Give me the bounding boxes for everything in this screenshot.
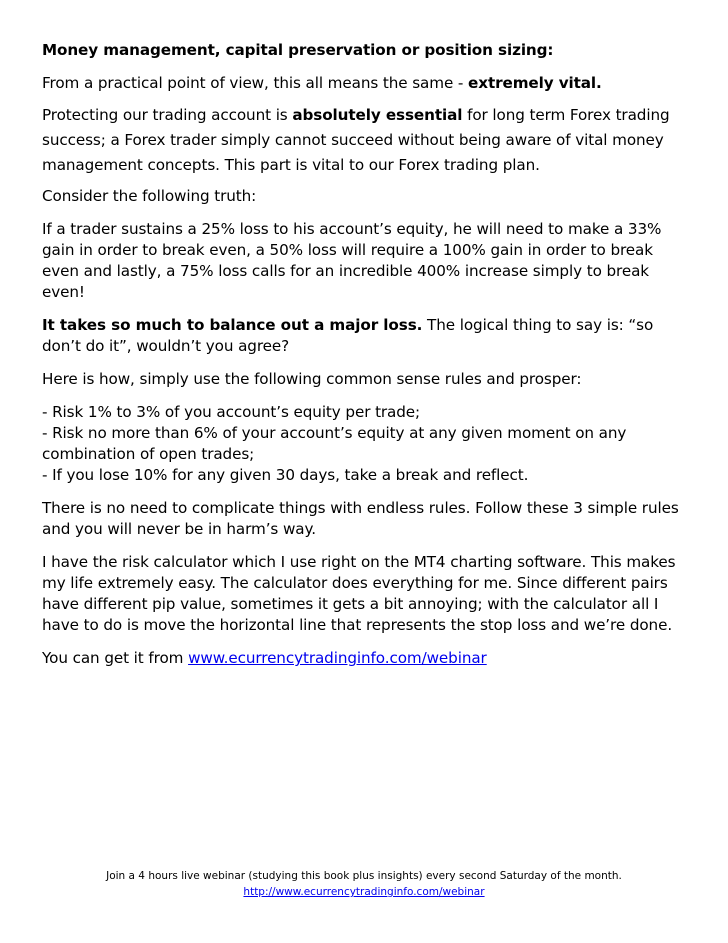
rule-item: - Risk no more than 6% of your account’s equity at any given moment on any combination of open trades; (42, 424, 627, 463)
consider-paragraph: Consider the following truth: (42, 187, 257, 205)
protect-paragraph (42, 103, 688, 178)
section-heading: Money management, capital preservation or position sizing: (42, 41, 554, 59)
footer-webinar-link[interactable]: http://www.ecurrencytradinginfo.com/webinar (243, 886, 485, 898)
truth-paragraph: If a trader sustains a 25% loss to his account’s equity, he will need to make a 33% gain in order to break even, a 50% loss will require a 100% gain in order to break even and lastly, a 75% loss calls for an incredible 400% increase simply to break even! (42, 220, 662, 301)
document-page (42, 40, 688, 669)
takes-bold: It takes so much to balance out a major loss. (42, 316, 423, 334)
takes-after: The logical thing to say is: “so don’t do it”, wouldn’t you agree? (42, 316, 654, 355)
intro-text: From a practical point of view, this all means the same - (42, 74, 469, 92)
get-text: You can get it from (42, 649, 189, 667)
footer-text: Join a 4 hours live webinar (studying this book plus insights) every second Saturday of the month. (106, 870, 622, 882)
protect-bold: absolutely essential (292, 106, 463, 124)
intro-bold: extremely vital. (468, 74, 602, 92)
get-paragraph (42, 648, 688, 669)
webinar-link[interactable]: www.ecurrencytradinginfo.com/webinar (188, 649, 487, 667)
protect-after: for long term Forex trading success; a Forex trader simply cannot succeed without being aware of vital money management concepts. This part is vital to our Forex trading plan. (42, 106, 670, 174)
page-footer (0, 868, 728, 900)
takes-paragraph (42, 315, 688, 357)
rules-list (42, 402, 688, 486)
here-paragraph: Here is how, simply use the following common sense rules and prosper: (42, 370, 582, 388)
intro-paragraph (42, 73, 688, 94)
rule-item: - If you lose 10% for any given 30 days, take a break and reflect. (42, 466, 529, 484)
rule-item: - Risk 1% to 3% of you account’s equity per trade; (42, 403, 421, 421)
noneed-paragraph: There is no need to complicate things with endless rules. Follow these 3 simple rules and you will never be in harm’s way. (42, 499, 679, 538)
calculator-paragraph: I have the risk calculator which I use right on the MT4 charting software. This makes my life extremely easy. The calculator does everything for me. Since different pairs have different pip value, sometimes it gets a bit annoying; with the calculator all I have to do is move the horizontal line that represents the stop loss and we’re done. (42, 553, 676, 634)
protect-before: Protecting our trading account is (42, 106, 293, 124)
